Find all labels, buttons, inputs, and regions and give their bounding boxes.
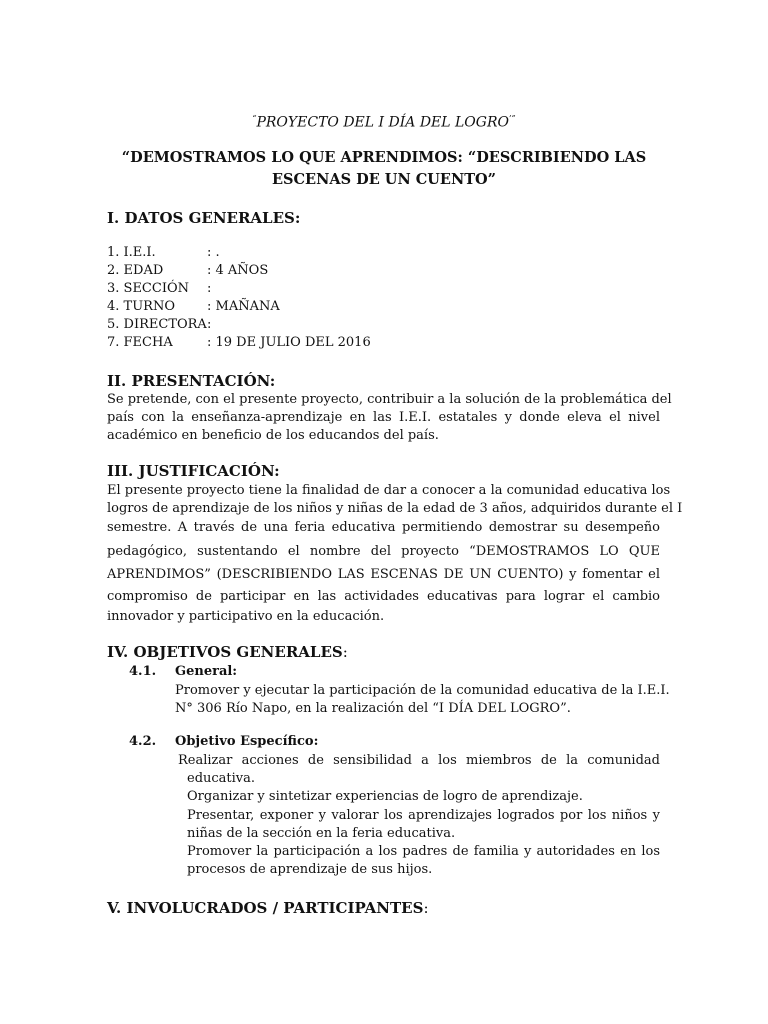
paragraph-line: compromiso de participar en las actividades educativas para lograr el cambio — [107, 589, 660, 604]
objective-title: General: — [175, 664, 238, 679]
paragraph-line: Se pretende, con el presente proyecto, contribuir a la solución de la problemática del — [107, 392, 672, 407]
paragraph-line: logros de aprendizaje de los niños y niñas de la edad de 3 años, adquiridos durante el I — [107, 501, 683, 516]
bullet-text: Presentar, exponer y valorar los aprendizajes logrados por los niños y — [187, 808, 660, 823]
datos-value: : MAÑANA — [207, 299, 280, 314]
bullet-text: Organizar y sintetizar experiencias de logro de aprendizaje. — [187, 789, 583, 804]
datos-label: 5. DIRECTORA — [107, 317, 207, 332]
close-quote: ’” — [509, 114, 516, 123]
datos-label: 1. I.E.I. — [107, 245, 156, 260]
datos-label: 3. SECCIÓN — [107, 281, 189, 296]
section-heading-involucrados — [107, 899, 429, 917]
paragraph-line: académico en beneficio de los educandos del país. — [107, 428, 439, 443]
bullet-text: Promover la participación a los padres de familia y autoridades en los — [187, 844, 660, 859]
datos-label: 4. TURNO — [107, 299, 175, 314]
paragraph-line: innovador y participativo en la educación. — [107, 609, 385, 624]
datos-label: 7. FECHA — [107, 335, 173, 350]
objetivos-heading-text: IV. OBJETIVOS GENERALES — [107, 643, 343, 661]
main-title-line-2: ESCENAS DE UN CUENTO” — [271, 171, 496, 188]
objective-general-line: N° 306 Río Napo, en la realización del “I DÍA DEL LOGRO”. — [175, 701, 571, 716]
paragraph-line: APRENDIMOS” (DESCRIBIENDO LAS ESCENAS DE UN CUENTO) y fomentar el — [107, 567, 660, 582]
paragraph-line: país con la enseñanza-aprendizaje en las I.E.I. estatales y donde eleva el nivel — [107, 410, 660, 425]
objetivos-heading-colon: : — [342, 643, 348, 661]
objective-title: Objetivo Específico: — [175, 734, 319, 749]
datos-value: : . — [207, 245, 220, 260]
bullet-text: Realizar acciones de sensibilidad a los miembros de la comunidad — [178, 753, 660, 768]
objective-number: 4.1. — [129, 664, 157, 679]
section-heading-justificacion: III. JUSTIFICACIÓN: — [107, 462, 280, 480]
involucrados-heading-colon: : — [423, 899, 429, 917]
datos-value: : 4 AÑOS — [207, 263, 269, 278]
section-heading-presentacion: II. PRESENTACIÓN: — [107, 372, 276, 390]
section-heading-objetivos — [107, 643, 348, 661]
open-quote: “ — [252, 114, 257, 123]
bullet-text-continued: procesos de aprendizaje de sus hijos. — [187, 862, 433, 877]
objective-number: 4.2. — [129, 734, 157, 749]
main-title-line-1: “DEMOSTRAMOS LO QUE APRENDIMOS: “DESCRIBIENDO LAS — [121, 149, 647, 166]
datos-value: : — [207, 281, 212, 296]
objective-general-line: Promover y ejecutar la participación de la comunidad educativa de la I.E.I. — [175, 683, 670, 698]
section-heading-datos-generales: I. DATOS GENERALES: — [107, 209, 301, 227]
project-title — [0, 110, 768, 132]
project-title-text: PROYECTO DEL I DÍA DEL LOGRO — [256, 114, 509, 131]
involucrados-heading-text: V. INVOLUCRADOS / PARTICIPANTES — [107, 899, 424, 917]
datos-label: 2. EDAD — [107, 263, 164, 278]
paragraph-line: semestre. A través de una feria educativa permitiendo demostrar su desempeño — [107, 520, 660, 535]
paragraph-line: El presente proyecto tiene la finalidad de dar a conocer a la comunidad educativa los — [107, 483, 671, 498]
bullet-text-continued: educativa. — [187, 771, 256, 786]
datos-value: : — [207, 317, 212, 332]
paragraph-line: pedagógico, sustentando el nombre del proyecto “DEMOSTRAMOS LO QUE — [107, 544, 660, 559]
datos-value: : 19 DE JULIO DEL 2016 — [207, 335, 371, 350]
bullet-text-continued: niñas de la sección en la feria educativa. — [187, 826, 456, 841]
